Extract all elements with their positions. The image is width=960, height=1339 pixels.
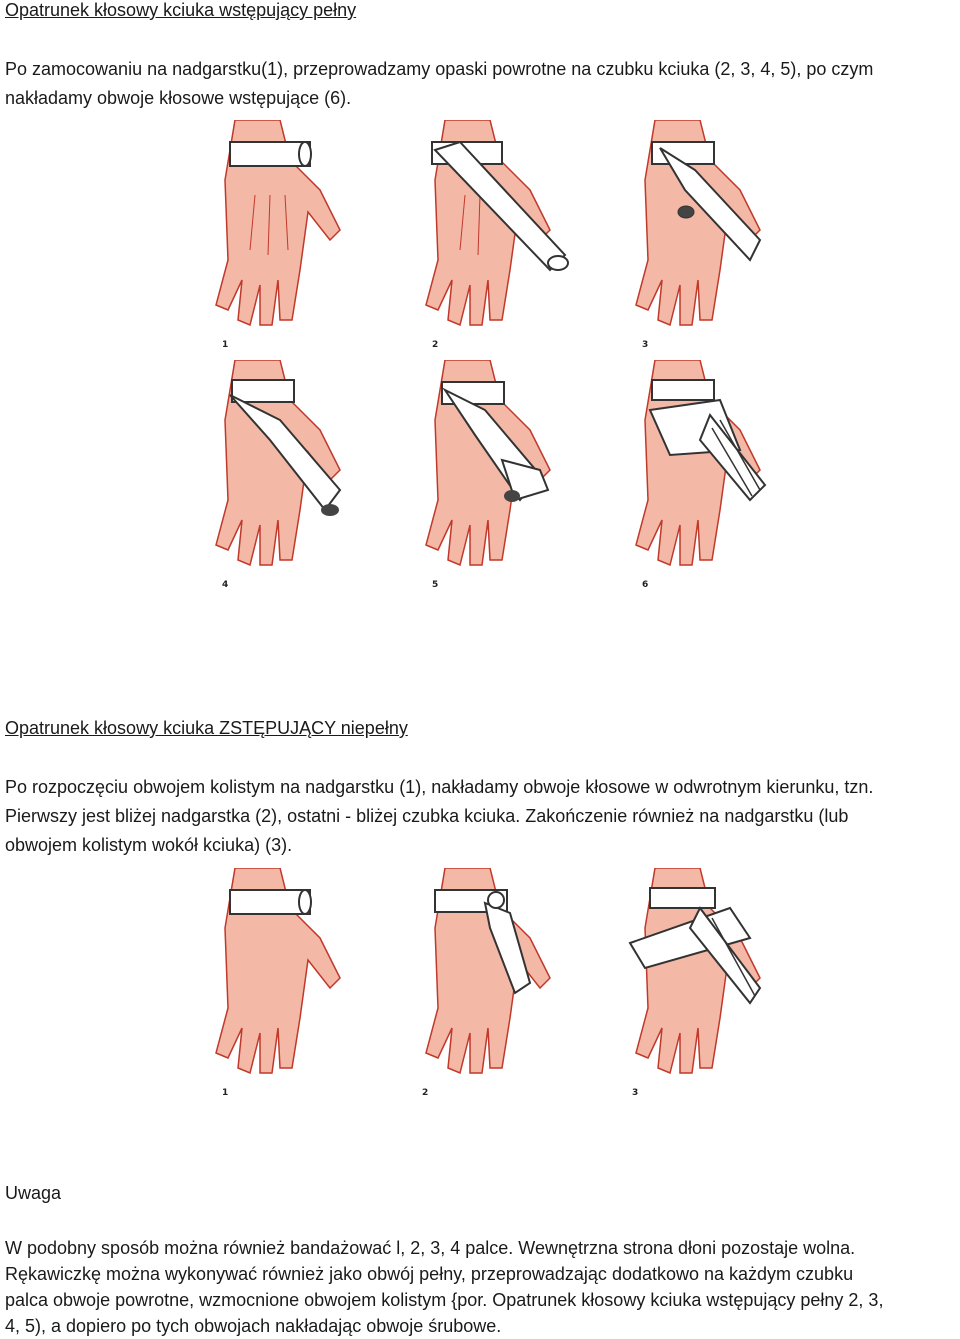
figure-number: 2: [422, 1088, 429, 1098]
figure-number: 3: [642, 340, 649, 350]
hand-illustration: [180, 120, 380, 360]
hand-illustration: [390, 360, 590, 600]
hand-figure-5: [390, 360, 590, 600]
hand-illustration: [600, 120, 800, 360]
paragraph-line: W podobny sposób można również bandażować l, 2, 3, 4 palce. Wewnętrzna strona dłoni pozostaje wolna.: [5, 1238, 856, 1258]
hand-illustration: [390, 120, 590, 360]
hand-illustration: [600, 360, 800, 600]
section1-paragraph: [5, 55, 955, 113]
note-heading: Uwaga: [5, 1183, 62, 1203]
figure-number: 2: [432, 340, 439, 350]
paragraph-line: obwojem kolistym wokół kciuka) (3).: [5, 835, 293, 855]
note-paragraph: [5, 1235, 960, 1339]
figure-number: 6: [642, 580, 649, 590]
hand-figure-desc-3: [600, 868, 800, 1108]
paragraph-line: 4, 5), a dopiero po tych obwojach nakładając obwoje śrubowe.: [5, 1316, 502, 1336]
hand-figure-desc-2: [390, 868, 590, 1108]
section2-paragraph: [5, 773, 955, 860]
hand-figure-3: [600, 120, 800, 360]
figure-number: 4: [222, 580, 229, 590]
hand-illustration: [180, 360, 380, 600]
hand-figure-desc-1: [180, 868, 380, 1108]
hand-figure-2: [390, 120, 590, 360]
hand-illustration: [390, 868, 590, 1108]
section2-heading: Opatrunek kłosowy kciuka ZSTĘPUJĄCY niepełny: [5, 718, 408, 738]
hand-figure-4: [180, 360, 380, 600]
paragraph-line: Rękawiczkę można wykonywać również jako obwój pełny, przeprowadzając dodatkowo na każdym czubku: [5, 1264, 854, 1284]
hand-illustration: [600, 868, 800, 1108]
hand-figure-1: [180, 120, 380, 360]
figure-number: 3: [632, 1088, 639, 1098]
paragraph-line: Po rozpoczęciu obwojem kolistym na nadgarstku (1), nakładamy obwoje kłosowe w odwrotnym kierunku, tzn.: [5, 777, 874, 797]
figure-number: 5: [432, 580, 439, 590]
hand-illustration: [180, 868, 380, 1108]
figure-number: 1: [222, 1088, 229, 1098]
paragraph-line: Pierwszy jest bliżej nadgarstka (2), ostatni - bliżej czubka kciuka. Zakończenie również na nadgarstku (lub: [5, 806, 849, 826]
hand-figure-6: [600, 360, 800, 600]
paragraph-line: Po zamocowaniu na nadgarstku(1), przeprowadzamy opaski powrotne na czubku kciuka (2, 3, 4, 5), po czym: [5, 59, 874, 79]
section1-heading: Opatrunek kłosowy kciuka wstępujący pełny: [5, 0, 357, 20]
figure-number: 1: [222, 340, 229, 350]
paragraph-line: nakładamy obwoje kłosowe wstępujące (6).: [5, 88, 352, 108]
paragraph-line: palca obwoje powrotne, wzmocnione obwojem kolistym {por. Opatrunek kłosowy kciuka wstępujący pełny 2, 3,: [5, 1290, 884, 1310]
